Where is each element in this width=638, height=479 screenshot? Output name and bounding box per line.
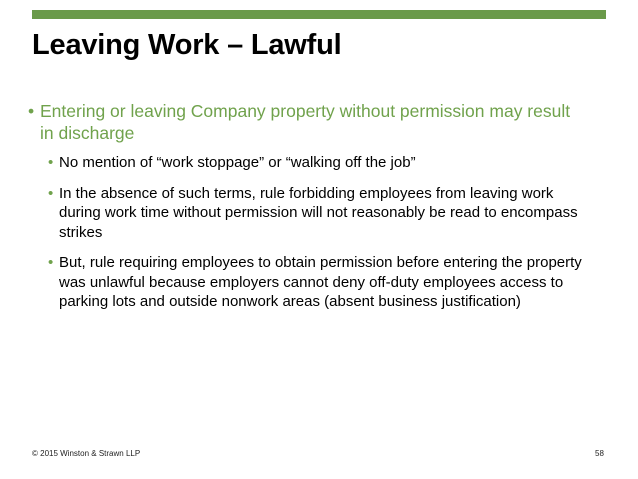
bullet-level2 — [28, 153, 588, 173]
accent-bar — [32, 10, 606, 19]
bullet-level1 — [28, 101, 588, 144]
bullet-dot-icon: • — [48, 154, 54, 171]
bullet-dot-icon: • — [48, 254, 54, 271]
bullet-level1-text: Entering or leaving Company property without permission may result in discharge — [40, 101, 571, 143]
bullet-dot-icon: • — [28, 101, 35, 121]
slide-title: Leaving Work – Lawful — [32, 29, 342, 61]
bullet-level2-text: No mention of “work stoppage” or “walking off the job” — [59, 154, 416, 171]
bullet-level2 — [28, 253, 588, 312]
bullet-list — [28, 101, 588, 312]
bullet-level2 — [28, 184, 588, 243]
copyright-footer: © 2015 Winston & Strawn LLP — [32, 449, 141, 458]
page-number: 58 — [595, 449, 604, 458]
bullet-dot-icon: • — [48, 184, 54, 202]
bullet-level2-text: In the absence of such terms, rule forbidding employees from leaving work during work time without permission will not reasonably be read to encompass strikes — [59, 184, 578, 241]
bullet-level2-text: But, rule requiring employees to obtain permission before entering the property was unlawful because employers cannot deny off-duty employees access to parking lots and outside nonwork areas (absent business justification) — [59, 254, 582, 310]
